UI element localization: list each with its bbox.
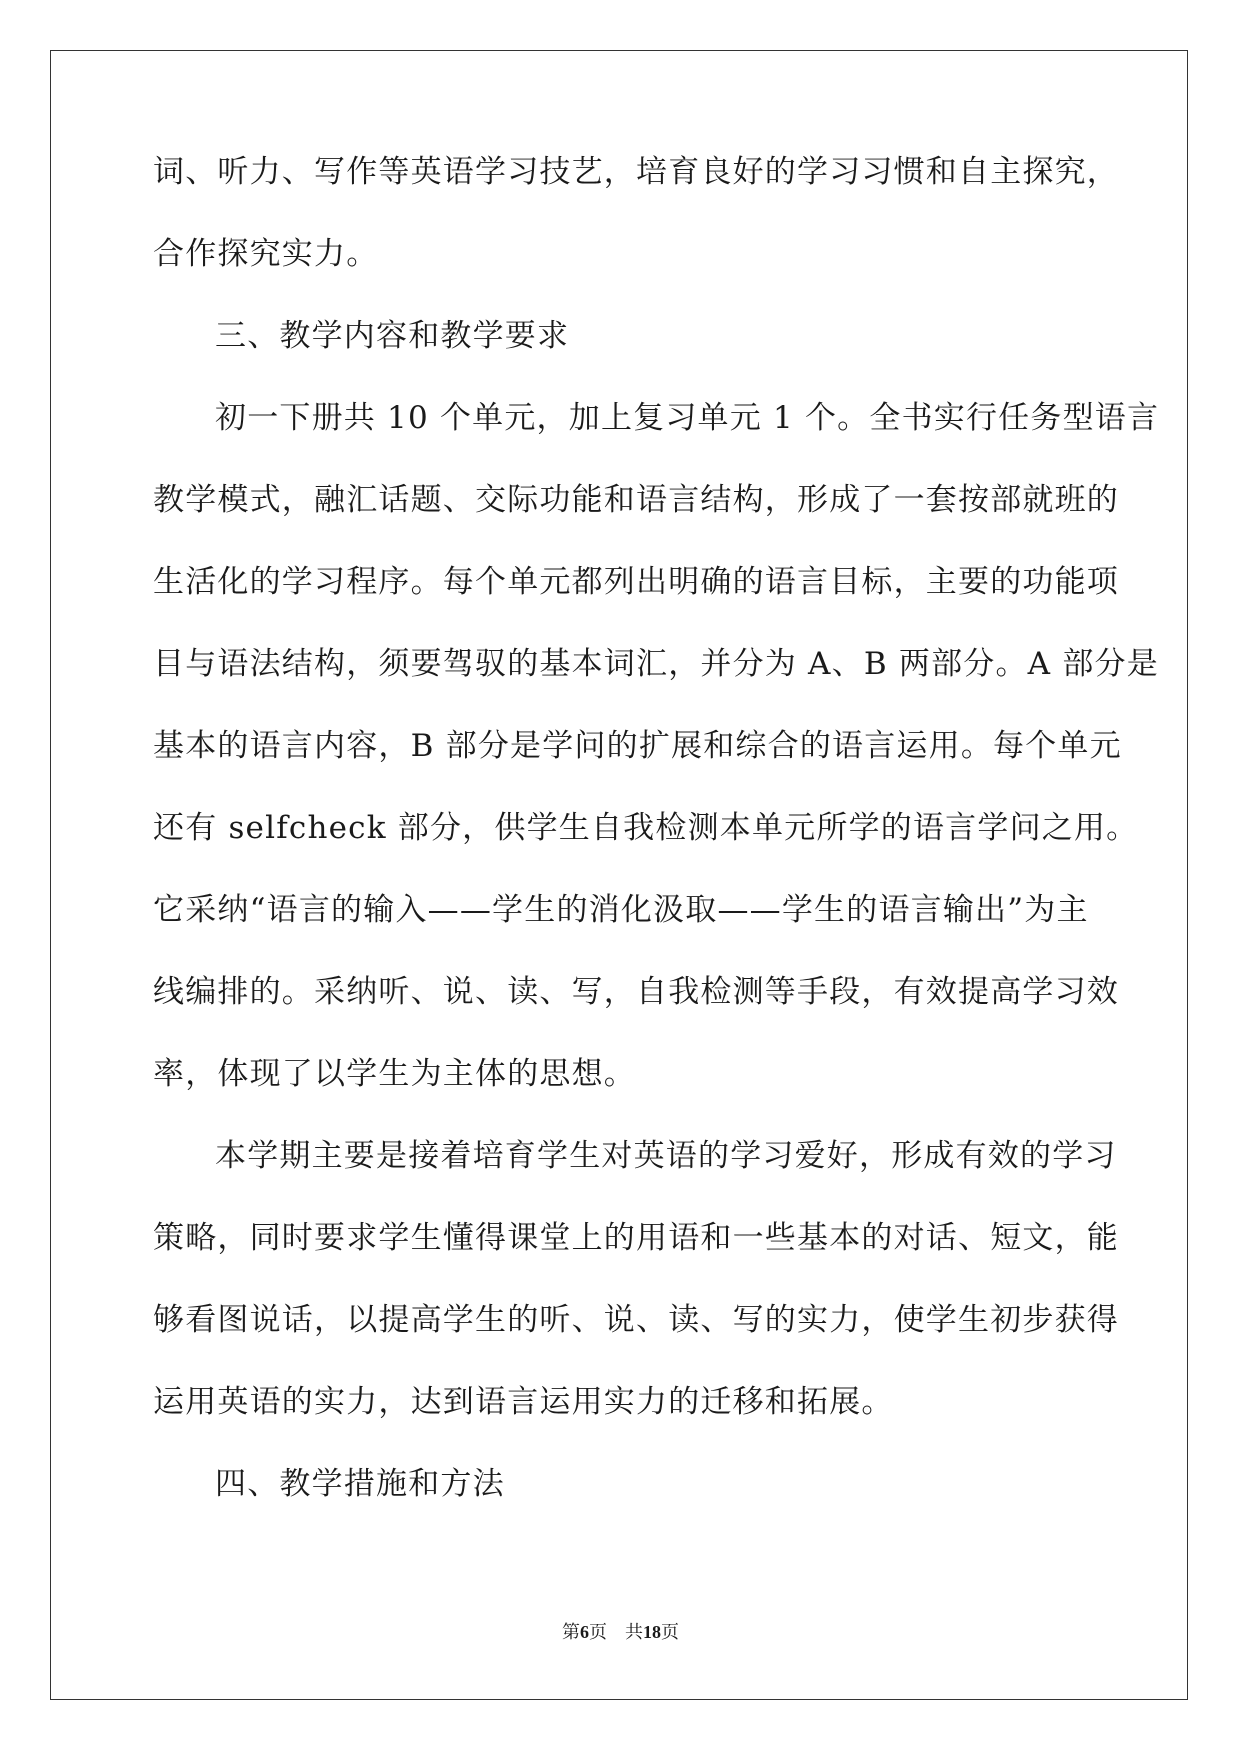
paragraph-line: 策略，同时要求学生懂得课堂上的用语和一些基本的对话、短文，能 [153,1220,1119,1256]
section-heading: 三、教学内容和教学要求 [215,318,570,354]
paragraph-line: 本学期主要是接着培育学生对英语的学习爱好，形成有效的学习 [215,1138,1117,1174]
page-footer [0,1620,1241,1645]
paragraph-line: 初一下册共 10 个单元，加上复习单元 1 个。全书实行任务型语言 [215,400,1160,436]
paragraph-line: 它采纳“语言的输入——学生的消化汲取——学生的语言输出”为主 [153,892,1089,928]
paragraph-line: 运用英语的实力，达到语言运用实力的迁移和拓展。 [153,1384,894,1420]
footer-total-suffix: 页 [661,1622,679,1642]
paragraph-line: 目与语法结构，须要驾驭的基本词汇，并分为 A、B 两部分。A 部分是 [153,646,1159,682]
paragraph-line: 还有 selfcheck 部分，供学生自我检测本单元所学的语言学问之用。 [153,810,1139,846]
paragraph-line: 率，体现了以学生为主体的思想。 [153,1056,636,1092]
footer-prefix: 第 [562,1622,580,1642]
document-body [153,152,1160,1546]
paragraph-line: 合作探究实力。 [153,236,379,272]
footer-page-suffix: 页 [589,1622,607,1642]
paragraph-line: 教学模式，融汇话题、交际功能和语言结构，形成了一套按部就班的 [153,482,1119,518]
paragraph-line: 线编排的。采纳听、说、读、写，自我检测等手段，有效提高学习效 [153,974,1119,1010]
paragraph-line: 词、听力、写作等英语学习技艺，培育良好的学习习惯和自主探究， [153,154,1119,190]
section-heading: 四、教学措施和方法 [215,1466,505,1502]
footer-total-prefix: 共 [625,1622,643,1642]
current-page-number: 6 [580,1622,589,1642]
paragraph-line: 生活化的学习程序。每个单元都列出明确的语言目标，主要的功能项 [153,564,1119,600]
total-page-count: 18 [643,1622,661,1642]
paragraph-line: 基本的语言内容，B 部分是学问的扩展和综合的语言运用。每个单元 [153,728,1122,764]
paragraph-line: 够看图说话，以提高学生的听、说、读、写的实力，使学生初步获得 [153,1302,1119,1338]
